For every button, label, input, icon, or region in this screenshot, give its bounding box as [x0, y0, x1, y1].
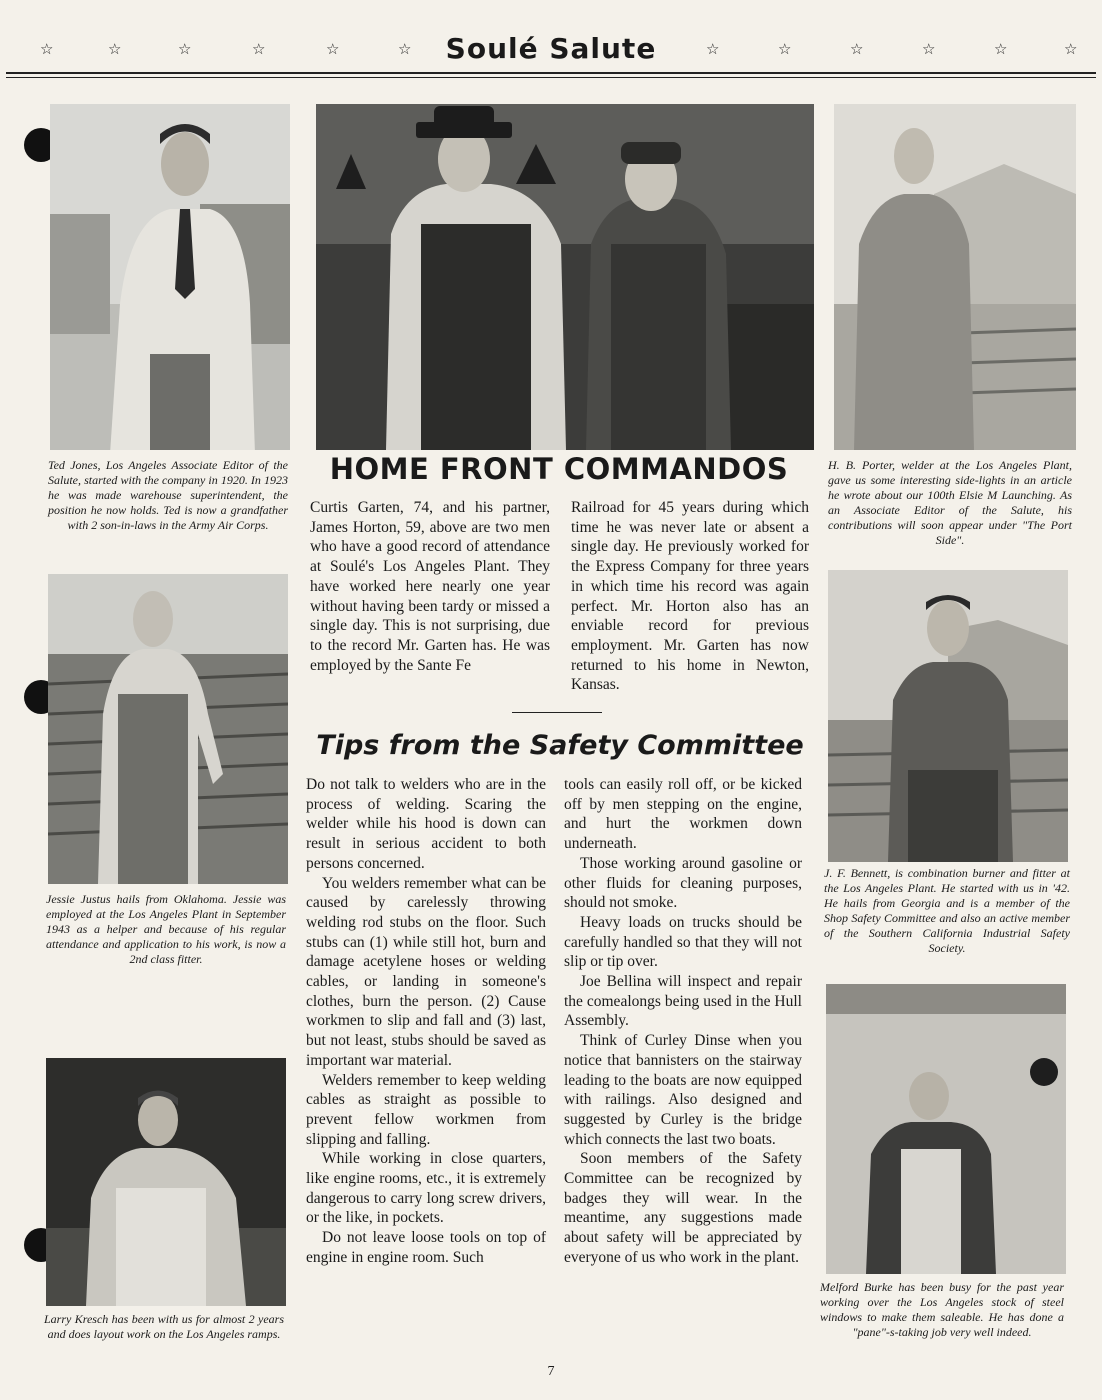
safety-paragraph: You welders remember what can be caused by carelessly throwing welding rod stubs on the floor. Such stubs can (1) while still hot, burn and damage acetylene hoses or welding cables, or landing in someone's clothes, burn the person. (2) Cause workmen to slip and fall and (3) last, but not least, stubs should be saved as important war material. — [306, 874, 546, 1069]
safety-paragraph: Heavy loads on trucks should be carefully handled so that they will not slip or tip over. — [564, 913, 802, 971]
safety-paragraph: Do not leave loose tools on top of engine in engine room. Such — [306, 1229, 546, 1266]
safety-title: Tips from the Safety Committee — [316, 730, 804, 761]
section-divider — [512, 712, 602, 713]
photo-jf-bennett — [828, 570, 1068, 862]
safety-paragraph: While working in close quarters, like engine rooms, etc., it is extremely dangerous to carry long screw drivers, or the like, in pockets. — [306, 1150, 546, 1227]
masthead — [0, 28, 1102, 78]
star-icon: ☆ — [326, 40, 340, 58]
photo-jessie-justus — [48, 574, 288, 884]
star-icon: ☆ — [850, 40, 864, 58]
feature-column-1 — [310, 498, 550, 675]
star-icon: ☆ — [778, 40, 792, 58]
masthead-rule-thin — [6, 77, 1096, 78]
photo-melford-burke — [826, 984, 1066, 1274]
caption-melford-burke: Melford Burke has been busy for the past year working over the Los Angeles stock of steel windows to make them saleable. He has done a "pane"-s-taking job very well indeed. — [820, 1280, 1064, 1339]
photo-garten-horton — [316, 104, 814, 450]
star-icon: ☆ — [252, 40, 266, 58]
star-icon: ☆ — [40, 40, 54, 58]
safety-paragraph: Those working around gasoline or other fluids for cleaning purposes, should not smoke. — [564, 854, 802, 912]
feature-column-2 — [571, 498, 809, 695]
safety-paragraph: Joe Bellina will inspect and repair the comealongs being used in the Hull Assembly. — [564, 973, 802, 1030]
safety-paragraph: tools can easily roll off, or be kicked off by men stepping on the engine, and hurt the workmen down underneath. — [564, 776, 802, 853]
star-icon: ☆ — [178, 40, 192, 58]
photo-hb-porter — [834, 104, 1076, 450]
safety-column-1 — [306, 775, 546, 1268]
caption-larry-kresch: Larry Kresch has been with us for almost 2 years and does layout work on the Los Angeles ramps. — [44, 1312, 284, 1341]
caption-jf-bennett: J. F. Bennett, is combination burner and fitter at the Los Angeles Plant. He started with us in '42. He hails from Georgia and is a member of the Shop Safety Committee and also an active member of the Southern California Industrial Safety Society. — [824, 866, 1070, 955]
safety-paragraph: Do not talk to welders who are in the process of welding. Scaring the welder while his hood is down can result in serious accident to both persons concerned. — [306, 776, 546, 872]
feature-paragraph: Railroad for 45 years during which time he was never late or absent a single day. He previously worked for the Express Company for three years in which time his record was again perfect. Mr. Horton also has an enviable record for previous employment. Mr. Garten has now returned to his home in Newton, Kansas. — [571, 499, 809, 694]
photo-ted-jones — [50, 104, 290, 450]
safety-column-2 — [564, 775, 802, 1268]
star-icon: ☆ — [994, 40, 1008, 58]
page-number: 7 — [547, 1364, 555, 1379]
caption-jessie-justus: Jessie Justus hails from Oklahoma. Jessie was employed at the Los Angeles Plant in September 1943 as a helper and because of his regular attendance and application to his work, is now a 2nd class fitter. — [46, 892, 286, 966]
star-icon: ☆ — [706, 40, 720, 58]
star-icon: ☆ — [1064, 40, 1078, 58]
star-icon: ☆ — [922, 40, 936, 58]
safety-paragraph: Soon members of the Safety Committee can be recognized by badges they will wear. In the meantime, any suggestions made about safety will be appreciated by everyone of us who work in the plant. — [564, 1150, 802, 1266]
feature-paragraph: Curtis Garten, 74, and his partner, James Horton, 59, above are two men who have a good record of attendance at Soulé's Los Angeles Plant. They have worked here nearly one year without having been tardy or missed a single day. This is not surprising, due to the record Mr. Garten has. He was employed by the Sante Fe — [310, 499, 550, 674]
headline: HOME FRONT COMMANDOS — [329, 452, 789, 486]
star-icon: ☆ — [108, 40, 122, 58]
safety-paragraph: Welders remember to keep welding cables as straight as possible to prevent fellow workmen from slipping and falling. — [306, 1071, 546, 1148]
photo-larry-kresch — [46, 1058, 286, 1306]
newsletter-title: Soulé Salute — [0, 32, 1102, 65]
safety-paragraph: Think of Curley Dinse when you notice that bannisters on the stairway leading to the boats are now equipped with railings. Also designed and suggested by Curley is the bridge which connects the last two boats. — [564, 1032, 802, 1148]
caption-hb-porter: H. B. Porter, welder at the Los Angeles Plant, gave us some interesting side-lights in an article he wrote about our 100th Elsie M Launching. As an Associate Editor of the Salute, his contributions will soon appear under "The Port Side". — [828, 458, 1072, 547]
masthead-rule — [6, 72, 1096, 74]
star-icon: ☆ — [398, 40, 412, 58]
caption-ted-jones: Ted Jones, Los Angeles Associate Editor of the Salute, started with the company in 1920. In 1923 he was made warehouse superintendent, the position he now holds. Ted is now a grandfather with 2 son-in-laws in the Army Air Corps. — [48, 458, 288, 532]
